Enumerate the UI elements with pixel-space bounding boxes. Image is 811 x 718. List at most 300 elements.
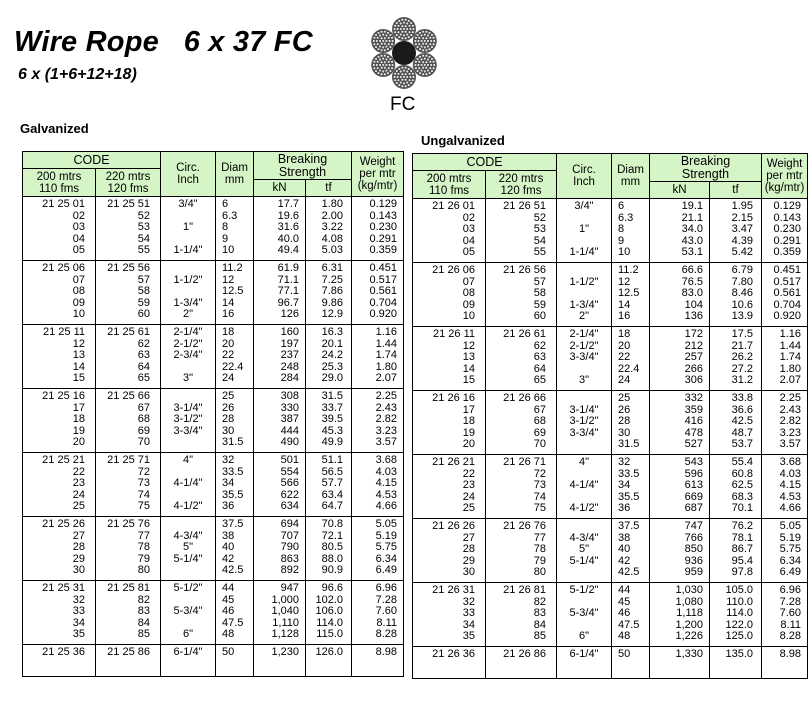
circ-value: 2-1/4" bbox=[569, 328, 599, 340]
weight-value: 4.53 bbox=[779, 490, 801, 503]
weight-value: 2.82 bbox=[375, 413, 397, 425]
kn-cell bbox=[650, 455, 710, 519]
tf-value: 5.03 bbox=[321, 244, 343, 256]
tf-value: 90.9 bbox=[321, 564, 343, 576]
tf-cell bbox=[710, 327, 762, 391]
circ-values bbox=[161, 389, 215, 449]
diam-value: 32 bbox=[618, 456, 631, 468]
weight-value: 7.28 bbox=[779, 595, 801, 608]
kn-cell bbox=[254, 581, 306, 645]
weight-value: 0.517 bbox=[773, 275, 801, 288]
tf-header: tf bbox=[710, 182, 762, 199]
kn-value: 330 bbox=[280, 401, 299, 414]
tf-value: 135.0 bbox=[725, 648, 753, 660]
circ-value: 4" bbox=[182, 454, 194, 466]
tf-value: 96.6 bbox=[321, 582, 343, 594]
circ-cell bbox=[557, 583, 612, 647]
circ-value: 1-1/2" bbox=[173, 273, 203, 286]
diam-cell bbox=[612, 647, 650, 679]
kn-values bbox=[650, 455, 709, 515]
tf-value: 27.2 bbox=[731, 362, 753, 375]
diam-value: 6 bbox=[618, 200, 625, 212]
kn-value: 1,110 bbox=[272, 616, 299, 629]
kn-value: 104 bbox=[684, 298, 703, 311]
kn-values bbox=[650, 583, 709, 643]
code-a-value: 18 bbox=[462, 415, 475, 427]
ungalvanized-table bbox=[412, 153, 808, 679]
tf-values bbox=[306, 517, 351, 577]
code-b-value: 83 bbox=[137, 605, 150, 617]
circ-value: 4" bbox=[578, 456, 590, 468]
kn-value: 444 bbox=[280, 424, 299, 437]
strand-shape bbox=[413, 53, 437, 77]
circ-cell bbox=[557, 647, 612, 679]
kn-values bbox=[650, 263, 709, 323]
code-a-value: 21 25 06 bbox=[42, 262, 85, 274]
code-b-value: 82 bbox=[137, 593, 150, 606]
tf-cell bbox=[306, 453, 352, 517]
tf-value: 114.0 bbox=[726, 607, 753, 619]
circ-values bbox=[161, 517, 215, 577]
code-a-header-line: 200 mtrs bbox=[426, 172, 472, 185]
tf-values bbox=[306, 389, 351, 449]
kn-value: 669 bbox=[684, 490, 703, 503]
tf-values bbox=[710, 583, 761, 643]
code-b-values bbox=[96, 325, 160, 385]
weight-value: 6.49 bbox=[779, 566, 801, 578]
tf-value: 3.47 bbox=[731, 223, 753, 235]
weight-value: 1.44 bbox=[375, 337, 397, 350]
circ-value bbox=[161, 286, 215, 298]
diam-header bbox=[216, 152, 254, 197]
circ-cell bbox=[557, 455, 612, 519]
code-b-header-line: 120 fms bbox=[107, 182, 149, 195]
diam-value: 16 bbox=[222, 308, 235, 320]
diam-value: 47.5 bbox=[618, 618, 640, 631]
circ-values bbox=[161, 197, 215, 257]
code-b-value: 21 26 81 bbox=[503, 584, 546, 596]
tf-value: 36.6 bbox=[731, 403, 753, 416]
kn-cell bbox=[650, 327, 710, 391]
diam-values bbox=[612, 263, 649, 323]
code-b-value: 54 bbox=[137, 232, 150, 245]
code-a-cell bbox=[23, 197, 96, 261]
code-a-value: 08 bbox=[462, 287, 475, 299]
weight-value: 6.34 bbox=[779, 554, 801, 567]
diam-value: 46 bbox=[222, 605, 235, 617]
diam-values bbox=[612, 327, 649, 387]
kn-value: 1,030 bbox=[675, 584, 703, 596]
code-b-values bbox=[486, 263, 556, 323]
code-b-values bbox=[486, 199, 556, 259]
diam-cell bbox=[216, 261, 254, 325]
tf-value: 126.0 bbox=[315, 646, 343, 658]
code-b-cell bbox=[96, 389, 161, 453]
kn-value: 566 bbox=[280, 477, 299, 489]
circ-value: 2-1/4" bbox=[173, 326, 203, 338]
kn-value: 790 bbox=[280, 541, 299, 553]
diam-value: 10 bbox=[222, 244, 235, 256]
diam-value: 38 bbox=[222, 529, 235, 542]
tf-cell bbox=[710, 647, 762, 679]
tf-value: 13.9 bbox=[731, 310, 753, 322]
code-a-values bbox=[413, 391, 485, 451]
kn-cell bbox=[254, 197, 306, 261]
circ-value: 4-1/2" bbox=[569, 502, 599, 514]
diam-cell bbox=[612, 327, 650, 391]
circ-value: 5-3/4" bbox=[569, 607, 599, 619]
rope-cross-section-icon bbox=[362, 16, 446, 90]
code-header: CODE bbox=[23, 152, 161, 169]
code-a-value: 21 26 21 bbox=[432, 456, 475, 468]
kn-value: 136 bbox=[684, 310, 703, 322]
circ-value: 1-1/4" bbox=[569, 246, 599, 258]
kn-cell bbox=[254, 261, 306, 325]
weight-value: 0.230 bbox=[773, 223, 801, 235]
code-b-cell bbox=[486, 391, 557, 455]
kn-value: 21.1 bbox=[681, 211, 703, 224]
diam-value: 35.5 bbox=[618, 490, 640, 503]
weight-value: 4.66 bbox=[375, 500, 397, 512]
tf-cell bbox=[710, 455, 762, 519]
kn-value: 332 bbox=[684, 392, 703, 404]
circ-value: 1-1/4" bbox=[173, 244, 203, 256]
tf-value: 7.25 bbox=[321, 273, 343, 286]
code-a-value: 22 bbox=[462, 467, 475, 480]
diam-value: 42 bbox=[222, 552, 235, 565]
weight-value: 3.57 bbox=[779, 438, 801, 450]
diam-cell bbox=[216, 389, 254, 453]
circ-value bbox=[557, 393, 611, 405]
code-b-cell bbox=[96, 517, 161, 581]
diam-values bbox=[612, 583, 649, 643]
code-a-value: 19 bbox=[72, 424, 85, 437]
tf-value: 56.5 bbox=[321, 465, 343, 478]
tf-value: 24.2 bbox=[321, 349, 343, 361]
tf-value: 95.4 bbox=[731, 554, 753, 567]
circ-value bbox=[557, 521, 611, 533]
diam-value: 22.4 bbox=[222, 360, 244, 373]
weight-values bbox=[762, 455, 807, 515]
code-b-header-line: 220 mtrs bbox=[105, 170, 151, 183]
weight-value: 5.05 bbox=[375, 518, 397, 530]
diam-value: 22 bbox=[222, 349, 235, 361]
kn-value: 936 bbox=[684, 554, 703, 567]
weight-value: 2.25 bbox=[375, 390, 397, 402]
circ-cell bbox=[161, 325, 216, 389]
kn-values bbox=[254, 261, 305, 321]
code-a-value: 21 25 16 bbox=[42, 390, 85, 402]
code-b-values bbox=[96, 389, 160, 449]
code-b-value: 57 bbox=[533, 275, 546, 288]
code-b-value: 21 26 71 bbox=[503, 456, 546, 468]
kn-value: 83.0 bbox=[681, 287, 703, 299]
kn-cell bbox=[650, 583, 710, 647]
code-a-values bbox=[23, 453, 95, 513]
code-b-values bbox=[96, 197, 160, 257]
code-a-value: 35 bbox=[72, 628, 85, 640]
weight-value: 0.451 bbox=[369, 262, 397, 274]
weight-value: 0.704 bbox=[369, 296, 397, 309]
weight-value: 5.05 bbox=[779, 520, 801, 532]
weight-value: 4.66 bbox=[779, 502, 801, 514]
table-row bbox=[23, 197, 404, 261]
weight-value: 0.561 bbox=[773, 287, 801, 299]
circ-value: 4-3/4" bbox=[173, 529, 203, 542]
diam-value: 24 bbox=[618, 374, 631, 386]
code-a-cell bbox=[23, 645, 96, 677]
code-b-values bbox=[96, 453, 160, 513]
code-a-values bbox=[23, 261, 95, 321]
circ-value: 2-1/2" bbox=[173, 337, 203, 350]
weight-values bbox=[352, 581, 403, 641]
circ-value: 6-1/4" bbox=[173, 646, 203, 658]
circ-values bbox=[161, 325, 215, 385]
code-a-values bbox=[23, 517, 95, 577]
tf-cell bbox=[306, 261, 352, 325]
kn-value: 1,226 bbox=[675, 630, 703, 642]
kn-cell bbox=[254, 389, 306, 453]
kn-value: 634 bbox=[280, 500, 299, 512]
kn-value: 306 bbox=[684, 374, 703, 386]
diam-value: 36 bbox=[618, 502, 631, 514]
kn-value: 1,128 bbox=[271, 628, 299, 640]
code-b-value: 58 bbox=[533, 287, 546, 299]
tf-value: 114.0 bbox=[316, 616, 343, 629]
tf-value: 7.86 bbox=[321, 285, 343, 297]
code-a-value: 24 bbox=[72, 488, 85, 501]
weight-cell bbox=[762, 455, 808, 519]
code-a-value: 21 26 16 bbox=[432, 392, 475, 404]
code-b-value: 59 bbox=[137, 296, 150, 309]
kn-value: 126 bbox=[280, 308, 299, 320]
code-b-cell bbox=[486, 263, 557, 327]
weight-value: 4.15 bbox=[375, 477, 397, 489]
circ-cell bbox=[557, 199, 612, 263]
code-b-value: 75 bbox=[533, 502, 546, 514]
kn-value: 284 bbox=[280, 372, 299, 384]
weight-value: 5.19 bbox=[375, 529, 397, 542]
weight-value: 5.19 bbox=[779, 531, 801, 544]
weight-values bbox=[762, 583, 807, 643]
diam-value: 40 bbox=[222, 541, 235, 553]
circ-cell bbox=[161, 581, 216, 645]
code-a-value: 21 25 01 bbox=[42, 198, 85, 210]
kn-value: 687 bbox=[684, 502, 703, 514]
diam-values bbox=[612, 647, 649, 661]
weight-cell bbox=[762, 519, 808, 583]
code-a-header bbox=[413, 171, 486, 199]
weight-values bbox=[352, 325, 403, 385]
code-a-value: 21 25 21 bbox=[42, 454, 85, 466]
code-b-value: 21 25 61 bbox=[107, 326, 150, 338]
code-b-header bbox=[486, 171, 557, 199]
kn-value: 622 bbox=[280, 488, 299, 501]
code-b-value: 21 26 66 bbox=[503, 392, 546, 404]
code-b-value: 54 bbox=[533, 234, 546, 247]
code-b-value: 69 bbox=[137, 424, 150, 437]
tf-values bbox=[710, 263, 761, 323]
tf-values bbox=[306, 261, 351, 321]
code-b-value: 83 bbox=[533, 607, 546, 619]
code-a-value: 20 bbox=[72, 436, 85, 448]
code-b-value: 52 bbox=[533, 211, 546, 224]
code-a-value: 07 bbox=[72, 273, 85, 286]
code-a-value: 28 bbox=[72, 541, 85, 553]
breaking-strength-header bbox=[254, 152, 352, 180]
circ-value bbox=[161, 391, 215, 403]
code-a-value: 25 bbox=[72, 500, 85, 512]
kn-value: 96.7 bbox=[277, 296, 299, 309]
circ-value: 4-1/4" bbox=[173, 477, 203, 489]
weight-value: 7.60 bbox=[375, 605, 397, 617]
weight-header-line: per mtr bbox=[359, 168, 396, 180]
weight-cell bbox=[762, 391, 808, 455]
code-a-value: 24 bbox=[462, 490, 475, 503]
circ-cell bbox=[161, 645, 216, 677]
code-b-value: 80 bbox=[533, 566, 546, 578]
code-b-values bbox=[486, 327, 556, 387]
diam-value: 20 bbox=[222, 337, 235, 350]
weight-value: 0.359 bbox=[369, 244, 397, 256]
diam-value: 11.2 bbox=[222, 262, 243, 274]
breaking-header-line: Breaking bbox=[277, 151, 328, 166]
diam-value: 36 bbox=[222, 500, 235, 512]
code-b-cell bbox=[96, 325, 161, 389]
weight-value: 1.44 bbox=[779, 339, 801, 352]
weight-value: 0.129 bbox=[773, 200, 801, 212]
circ-value: 4-1/2" bbox=[173, 500, 203, 512]
tf-value: 110.0 bbox=[726, 595, 753, 608]
code-b-value: 73 bbox=[137, 477, 150, 489]
tf-value: 64.7 bbox=[321, 500, 343, 512]
circ-values bbox=[557, 583, 611, 643]
code-b-value: 21 25 76 bbox=[107, 518, 150, 530]
diam-value: 44 bbox=[222, 582, 235, 594]
kn-value: 1,040 bbox=[271, 605, 299, 617]
weight-cell bbox=[352, 517, 404, 581]
code-a-cell bbox=[413, 647, 486, 679]
diam-cell bbox=[612, 199, 650, 263]
code-a-value: 04 bbox=[72, 232, 85, 245]
weight-value: 5.75 bbox=[779, 543, 801, 555]
tf-values bbox=[710, 647, 761, 661]
circ-value: 2-3/4" bbox=[173, 349, 203, 361]
code-a-cell bbox=[23, 517, 96, 581]
code-a-values bbox=[23, 197, 95, 257]
diam-value: 24 bbox=[222, 372, 235, 384]
kn-values bbox=[254, 453, 305, 513]
weight-value: 3.68 bbox=[779, 456, 801, 468]
code-a-value: 10 bbox=[72, 308, 85, 320]
weight-values bbox=[352, 645, 403, 659]
diam-value: 10 bbox=[618, 246, 631, 258]
code-a-value: 22 bbox=[72, 465, 85, 478]
kn-value: 53.1 bbox=[681, 246, 703, 258]
diam-value: 50 bbox=[222, 646, 235, 658]
kn-values bbox=[650, 519, 709, 579]
circ-value: 4-1/4" bbox=[569, 479, 599, 491]
weight-value: 0.230 bbox=[369, 221, 397, 233]
code-a-value: 34 bbox=[462, 618, 475, 631]
kn-value: 257 bbox=[684, 351, 703, 363]
code-b-value: 70 bbox=[137, 436, 150, 448]
tf-value: 33.8 bbox=[731, 392, 753, 404]
weight-header-line: Weight bbox=[766, 158, 803, 170]
kn-cell bbox=[254, 325, 306, 389]
tf-value: 39.5 bbox=[321, 413, 343, 425]
code-b-value: 78 bbox=[533, 543, 546, 555]
kn-value: 613 bbox=[684, 479, 703, 491]
code-a-values bbox=[23, 645, 95, 659]
code-a-value: 23 bbox=[462, 479, 475, 491]
diam-value: 12 bbox=[618, 275, 631, 288]
tf-header: tf bbox=[306, 180, 352, 197]
code-b-cell bbox=[96, 453, 161, 517]
code-b-value: 64 bbox=[533, 362, 546, 375]
kn-value: 172 bbox=[684, 328, 703, 340]
tf-value: 42.5 bbox=[731, 415, 753, 427]
kn-value: 1,200 bbox=[675, 618, 703, 631]
kn-value: 77.1 bbox=[277, 285, 299, 297]
code-a-value: 21 25 26 bbox=[42, 518, 85, 530]
weight-header-line: Weight bbox=[359, 156, 396, 168]
code-a-value: 17 bbox=[72, 401, 85, 414]
circ-cell bbox=[161, 453, 216, 517]
diam-cell bbox=[216, 325, 254, 389]
tf-value: 6.31 bbox=[321, 262, 343, 274]
code-a-cell bbox=[413, 519, 486, 583]
tf-cell bbox=[306, 197, 352, 261]
circ-value bbox=[557, 439, 611, 451]
tf-cell bbox=[306, 645, 352, 677]
code-b-value: 52 bbox=[137, 209, 150, 222]
circ-cell bbox=[557, 263, 612, 327]
fiber-core-label: FC bbox=[390, 94, 416, 115]
weight-value: 0.451 bbox=[773, 264, 801, 276]
code-b-value: 62 bbox=[137, 337, 150, 350]
weight-value: 8.11 bbox=[780, 618, 801, 631]
diam-value: 40 bbox=[618, 543, 631, 555]
code-a-value: 14 bbox=[462, 362, 475, 375]
tf-value: 76.2 bbox=[731, 520, 753, 532]
code-a-value: 15 bbox=[72, 372, 85, 384]
tf-value: 70.1 bbox=[731, 502, 753, 514]
diam-value: 35.5 bbox=[222, 488, 244, 501]
kn-value: 17.7 bbox=[277, 198, 299, 210]
code-b-value: 53 bbox=[533, 223, 546, 235]
code-b-value: 80 bbox=[137, 564, 150, 576]
code-a-value: 21 26 36 bbox=[432, 648, 475, 660]
weight-values bbox=[762, 263, 807, 323]
kn-value: 416 bbox=[684, 415, 703, 427]
code-b-value: 68 bbox=[533, 415, 546, 427]
table-row bbox=[23, 261, 404, 325]
weight-value: 8.98 bbox=[375, 646, 397, 658]
circ-header-line: Inch bbox=[573, 176, 595, 188]
circ-cell bbox=[557, 327, 612, 391]
tf-value: 122.0 bbox=[725, 618, 753, 631]
code-b-value: 21 25 71 bbox=[107, 454, 150, 466]
code-b-cell bbox=[486, 199, 557, 263]
tf-value: 102.0 bbox=[315, 593, 343, 606]
code-b-value: 74 bbox=[137, 488, 150, 501]
weight-value: 0.517 bbox=[369, 273, 397, 286]
diam-cell bbox=[216, 581, 254, 645]
tf-value: 20.1 bbox=[321, 337, 343, 350]
kn-cell bbox=[254, 453, 306, 517]
circ-cell bbox=[557, 519, 612, 583]
